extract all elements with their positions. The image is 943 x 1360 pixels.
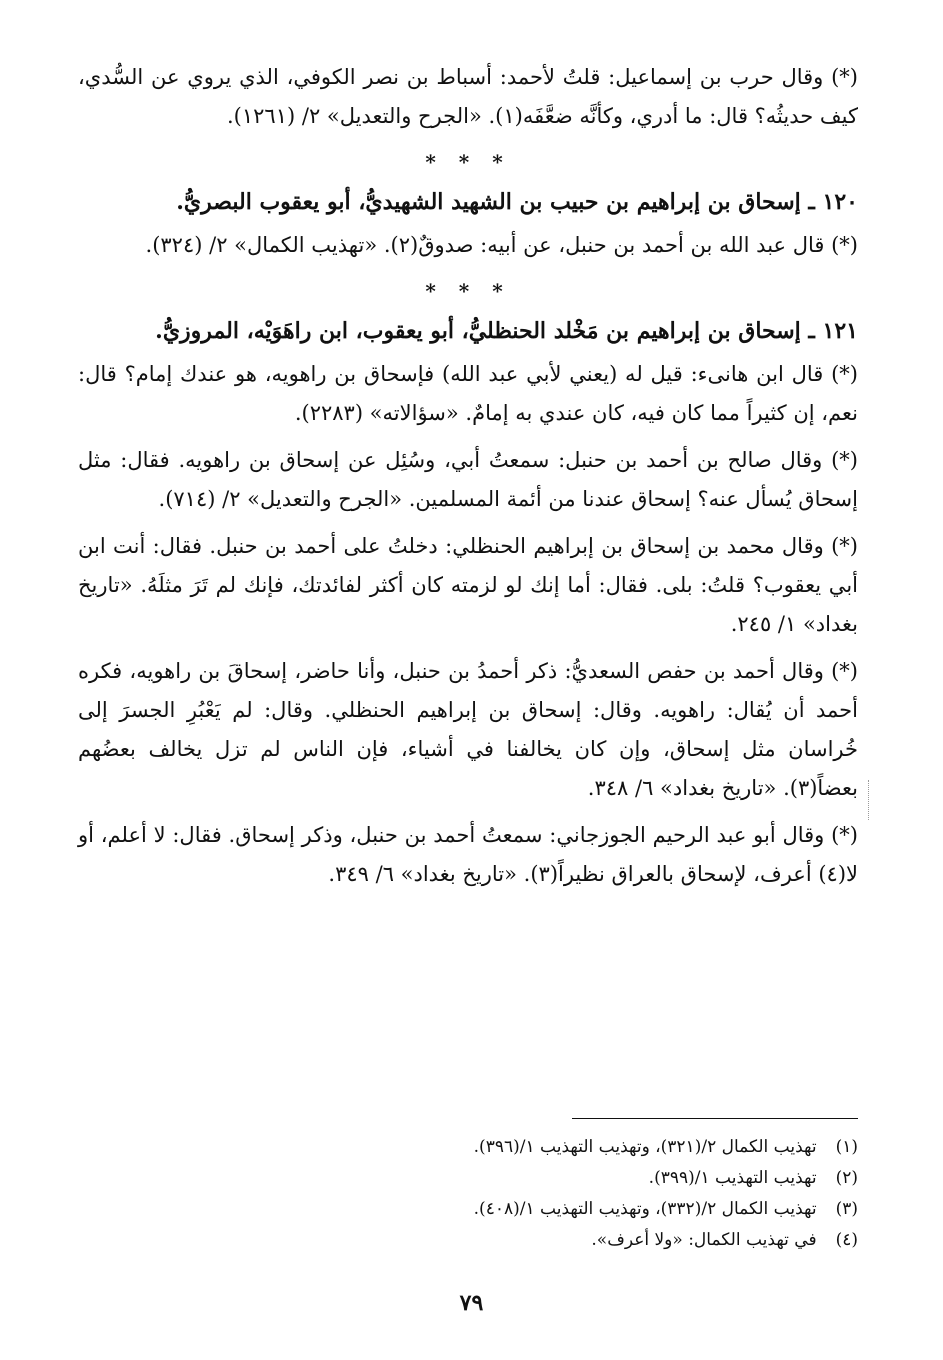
entry-heading-120: ١٢٠ ـ إسحاق بن إبراهيم بن حبيب بن الشهيد الشهيديُّ، أبو يعقوب البصريُّ.	[176, 189, 858, 215]
footnote-text: تهذيب التهذيب ١/(٣٩٩).	[648, 1168, 817, 1188]
paragraph: (*) وقال حرب بن إسماعيل: قلتُ لأحمد: أسباط بن نصر الكوفي، الذي يروي عن السُّدي، كيف حديثُه؟ قال: ما أدري، وكأنَّه ضعَّفَه(١). «الجرح والتعديل» ٢/ (١٢٦١).	[78, 65, 858, 128]
paragraph: (*) قال عبد الله بن أحمد بن حنبل، عن أبيه: صدوقٌ(٢). «تهذيب الكمال» ٢/ (٣٢٤).	[145, 233, 858, 257]
paragraph: (*) وقال محمد بن إسحاق بن إبراهيم الحنظلي: دخلتُ على أحمد بن حنبل. فقال: أنت ابن أبي يعقوب؟ قلتُ: بلى. فقال: أما إنك لو لزمته كان أكثر لفائدتك، فإنك لم تَرَ مثلَهُ. «تاريخ بغداد» ١/ ٢٤٥.	[78, 534, 858, 636]
footnote	[158, 1225, 858, 1256]
footnote-number: (١)	[835, 1137, 858, 1157]
section-separator: * * *	[425, 279, 511, 303]
paragraph: (*) قال ابن هانىء: قيل له (يعني لأبي عبد الله) فإسحاق بن راهويه، هو عندك إمام؟ قال: نعم، إن كثيراً مما كان فيه، كان عندي به إمامٌ. «سؤالاته» (٢٢٨٣).	[78, 362, 858, 425]
footnote-text: تهذيب الكمال ٢/(٣٢١)، وتهذيب التهذيب ١/(٣٩٦).	[473, 1137, 817, 1157]
page-body	[78, 58, 858, 900]
footnote-number: (٤)	[835, 1230, 858, 1250]
footnote-number: (٣)	[835, 1199, 858, 1219]
footnote	[158, 1132, 858, 1163]
footnote-divider	[572, 1118, 858, 1119]
margin-mark	[868, 780, 869, 820]
footnote-number: (٢)	[835, 1168, 858, 1188]
page-number: ٧٩	[459, 1290, 484, 1316]
footnote	[158, 1194, 858, 1225]
entry-heading-121: ١٢١ ـ إسحاق بن إبراهيم بن مَخْلد الحنظليُّ، أبو يعقوب، ابن راهَوَيْه، المروزيُّ.	[155, 318, 858, 344]
paragraph: (*) وقال أحمد بن حفص السعديُّ: ذكر أحمدُ بن حنبل، وأنا حاضر، إسحاقَ بن راهويه، فكره أحمد أن يُقال: راهويه. وقال: إسحاق بن إبراهيم الحنظلي. وقال: لم يَعْبُرِ الجسرَ إلى خُراسان مثل إسحاق، وإن كان يخالفنا في أشياء، فإن الناس لم تزل يخالف بعضُهم بعضاً(٣). «تاريخ بغداد» ٦/ ٣٤٨.	[78, 659, 858, 800]
paragraph: (*) وقال صالح بن أحمد بن حنبل: سمعتُ أبي، وسُئِل عن إسحاق بن راهويه. فقال: مثل إسحاق يُسأل عنه؟ إسحاق عندنا من أئمة المسلمين. «الجرح والتعديل» ٢/ (٧١٤).	[78, 448, 858, 511]
footnote	[158, 1163, 858, 1194]
section-separator: * * *	[425, 150, 511, 174]
footnote-text: في تهذيب الكمال: «ولا أعرف».	[591, 1230, 817, 1250]
footnote-text: تهذيب الكمال ٢/(٣٣٢)، وتهذيب التهذيب ١/(٤٠٨).	[473, 1199, 817, 1219]
footnotes	[158, 1132, 858, 1256]
paragraph: (*) وقال أبو عبد الرحيم الجوزجاني: سمعتُ أحمد بن حنبل، وذكر إسحاق. فقال: لا أعلم، أو لا(٤) أعرف، لإسحاق بالعراق نظيراً(٣). «تاريخ بغداد» ٦/ ٣٤٩.	[78, 823, 858, 886]
